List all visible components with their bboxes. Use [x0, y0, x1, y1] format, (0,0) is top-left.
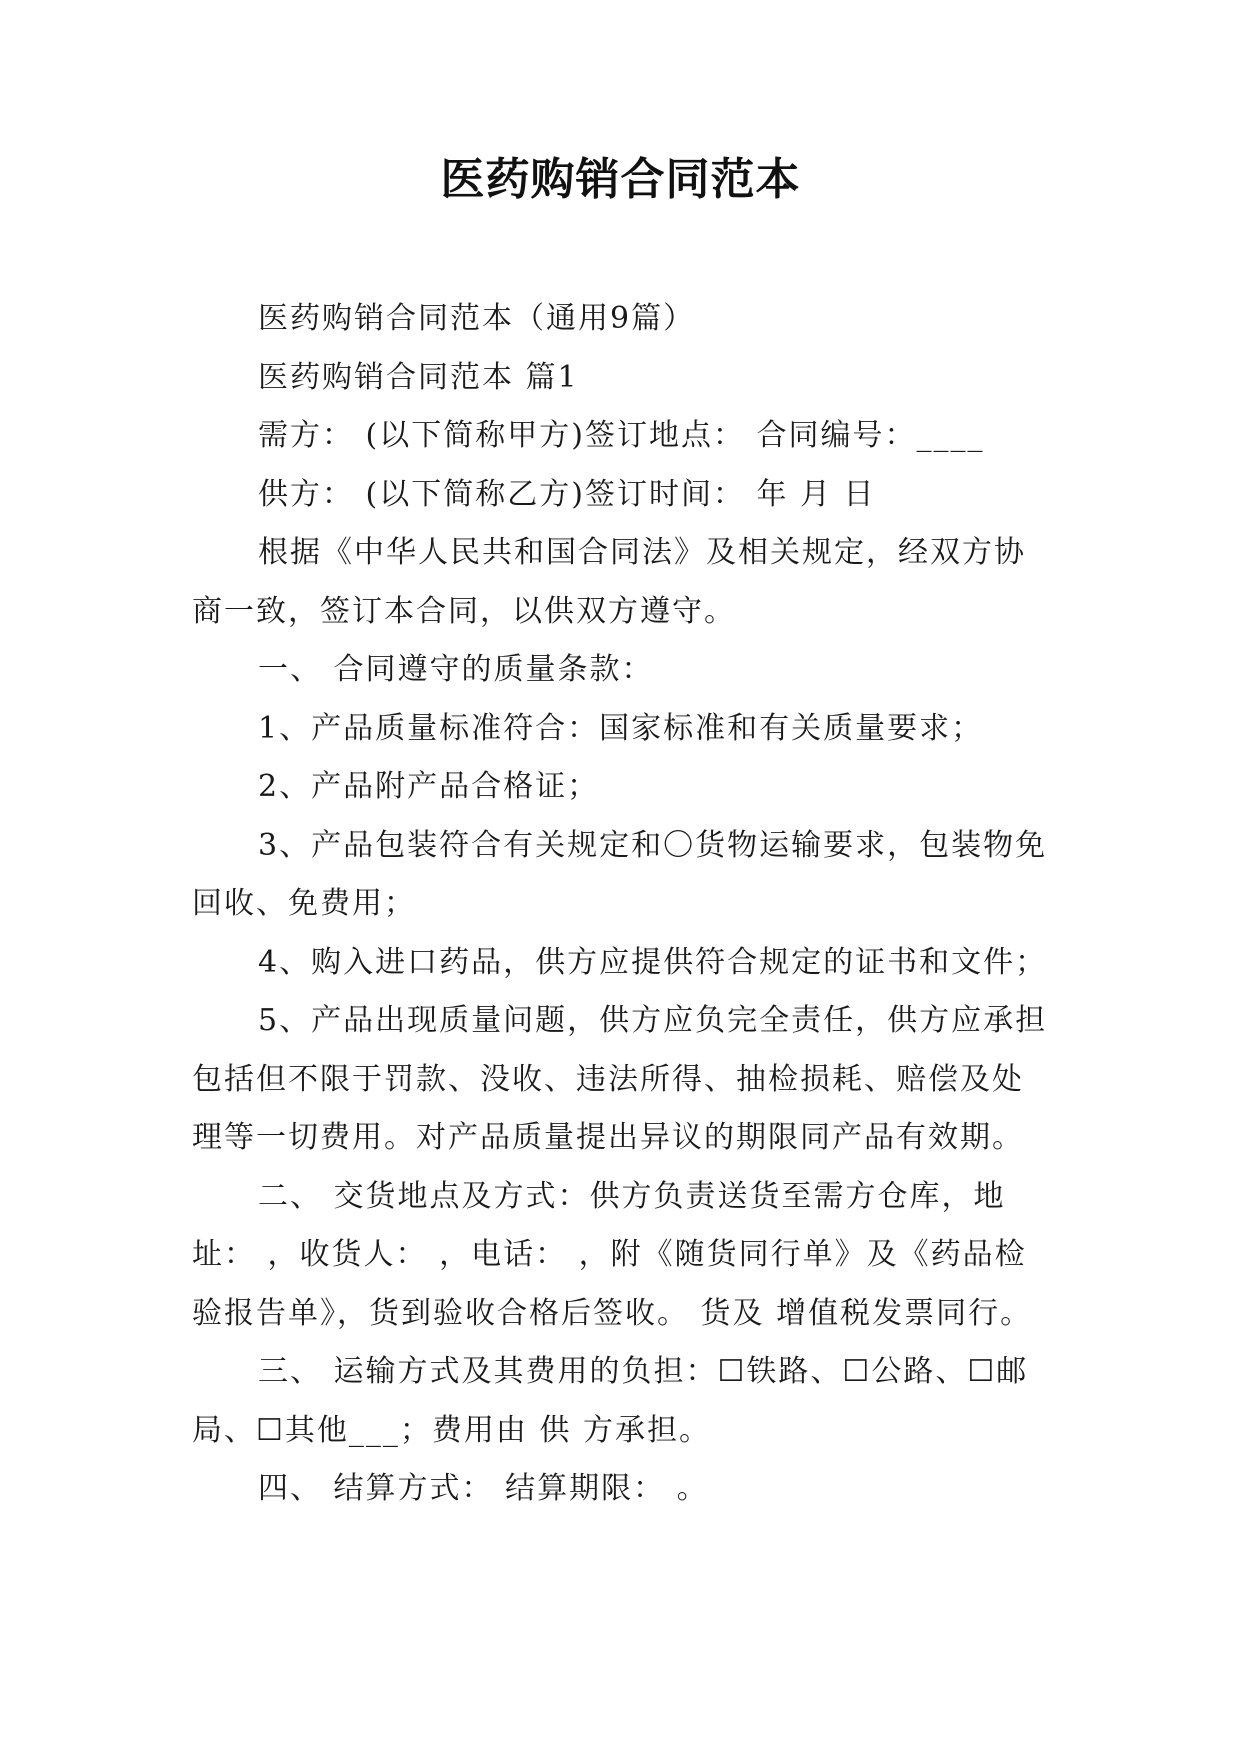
- paragraph-clause-1-item-2: 2、产品附产品合格证；: [258, 769, 600, 804]
- paragraph-clause-1-heading: 一、 合同遵守的质量条款：: [258, 652, 654, 687]
- paragraph-clause-1-item-3: 3、产品包装符合有关规定和〇货物运输要求，包装物免回收、免费用；: [192, 827, 1048, 921]
- paragraph-clause-1-item-5: 5、产品出现质量问题，供方应负完全责任，供方应承担包括但不限于罚款、没收、违法所得、抽检损耗、赔偿及处理等一切费用。对产品质量提出异议的期限同产品有效期。: [192, 1003, 1048, 1155]
- paragraph-clause-1-item-1: 1、产品质量标准符合：国家标准和有关质量要求；: [258, 710, 984, 746]
- paragraph-clause-3: 三、 运输方式及其费用的负担：☐铁路、☐公路、☐邮局、☐其他___；费用由 供 方承担。: [192, 1354, 1029, 1448]
- paragraph-clause-2: 二、 交货地点及方式：供方负责送货至需方仓库，地址： ，收货人： ，电话： ，附《随货同行单》及《药品检验报告单》，货到验收合格后签收。 货及 增值税发票同行。: [192, 1178, 1033, 1331]
- paragraph-clause-4: 四、 结算方式： 结算期限： 。: [258, 1471, 709, 1506]
- paragraph-seller-info: 供方： (以下简称乙方)签订时间： 年 月 日: [258, 476, 876, 512]
- paragraph-subtitle: 医药购销合同范本（通用9篇）: [258, 301, 696, 336]
- paragraph-clause-1-item-4: 4、购入进口药品，供方应提供符合规定的证书和文件；: [258, 944, 1048, 980]
- document-title: 医药购销合同范本: [440, 154, 801, 205]
- paragraph-legal-basis: 根据《中华人民共和国合同法》及相关规定，经双方协商一致，签订本合同，以供双方遵守。: [192, 535, 1026, 629]
- document-body: [192, 290, 1052, 1519]
- paragraph-buyer-info: 需方： (以下简称甲方)签订地点： 合同编号：____: [258, 418, 985, 453]
- paragraph-section-heading: 医药购销合同范本 篇1: [258, 359, 579, 395]
